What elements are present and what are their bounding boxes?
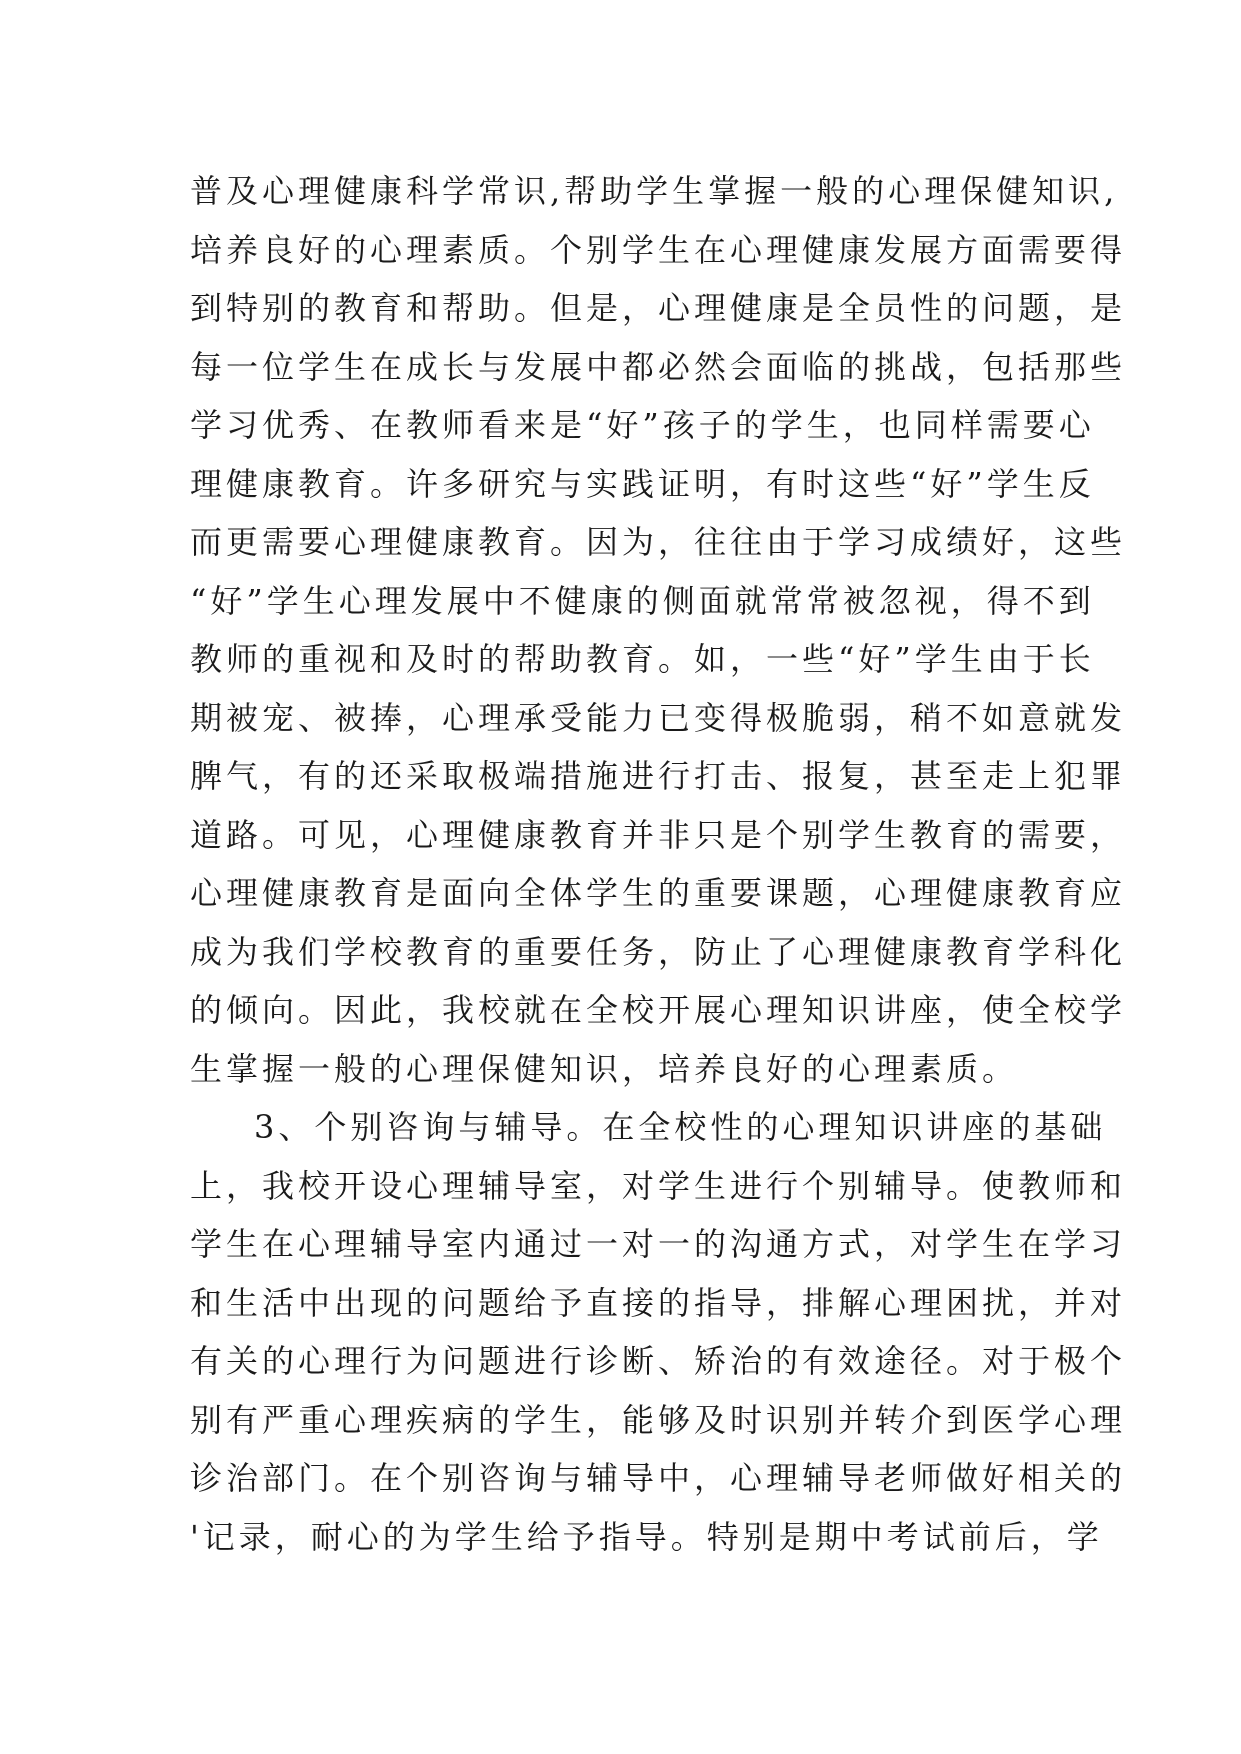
text-line: 上，我校开设心理辅导室，对学生进行个别辅导。使教师和 [190,1166,1127,1205]
text-line: 学生在心理辅导室内通过一对一的沟通方式，对学生在学习 [190,1225,1127,1263]
text-line: “好”学生心理发展中不健康的侧面就常常被忽视，得不到 [190,581,1095,620]
text-line: 诊治部门。在个别咨询与辅导中，心理辅导老师做好相关的 [190,1459,1127,1497]
text-line: 道路。可见，心理健康教育并非只是个别学生教育的需要， [190,815,1127,854]
text-line: 脾气，有的还采取极端措施进行打击、报复，甚至走上犯罪 [190,757,1127,795]
text-line: '记录，耐心的为学生给予指导。特别是期中考试前后，学 [190,1517,1103,1556]
text-line: 成为我们学校教育的重要任务，防止了心理健康教育学科化 [190,932,1127,971]
text-line: 理健康教育。许多研究与实践证明，有时这些“好”学生反 [190,464,1095,503]
text-line: 培养良好的心理素质。个别学生在心理健康发展方面需要得 [190,230,1127,269]
text-line: 教师的重视和及时的帮助教育。如，一些“好”学生由于长 [190,640,1095,678]
body-text [190,162,1127,1566]
text-line: 普及心理健康科学常识,帮助学生掌握一般的心理保健知识, [190,172,1119,210]
text-line: 有关的心理行为问题进行诊断、矫治的有效途径。对于极个 [190,1342,1127,1380]
text-line: 每一位学生在成长与发展中都必然会面临的挑战，包括那些 [190,347,1127,386]
text-line: 和生活中出现的问题给予直接的指导，排解心理困扰，并对 [190,1283,1127,1322]
text-line: 别有严重心理疾病的学生，能够及时识别并转介到医学心理 [190,1400,1127,1439]
text-line: 而更需要心理健康教育。因为，往往由于学习成绩好，这些 [190,523,1127,561]
text-line: 学习优秀、在教师看来是“好”孩子的学生，也同样需要心 [190,406,1095,444]
text-line: 的倾向。因此，我校就在全校开展心理知识讲座，使全校学 [190,991,1127,1029]
text-line: 心理健康教育是面向全体学生的重要课题，心理健康教育应 [190,874,1127,912]
text-line: 生掌握一般的心理保健知识，培养良好的心理素质。 [190,1049,1019,1088]
text-line: 期被宠、被捧，心理承受能力已变得极脆弱，稍不如意就发 [190,698,1127,737]
text-line: 到特别的教育和帮助。但是，心理健康是全员性的问题，是 [190,289,1127,327]
paragraph-start-line: 3、个别咨询与辅导。在全校性的心理知识讲座的基础 [254,1108,1107,1146]
